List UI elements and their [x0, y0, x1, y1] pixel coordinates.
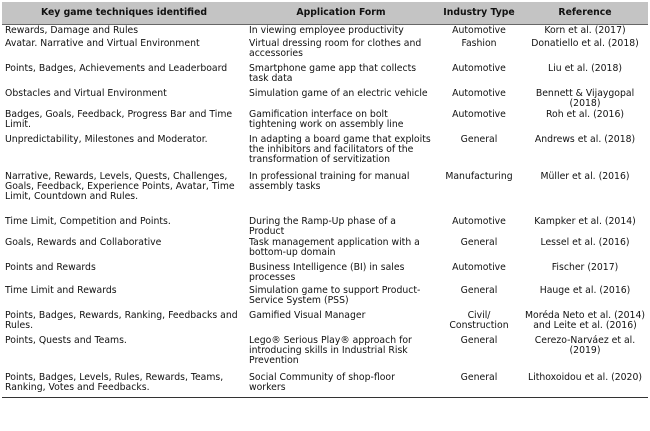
cell-reference: Roh et al. (2016)	[545, 109, 624, 120]
cell-industry-type: Manufacturing	[445, 171, 513, 182]
cell-techniques: Time Limit, Competition and Points.	[5, 216, 171, 227]
cell-application-form: In viewing employee productivity	[249, 25, 404, 36]
cell-reference: Andrews et al. (2018)	[534, 134, 636, 145]
cell-industry-type: General	[460, 237, 498, 248]
cell-reference: Hauge et al. (2016)	[539, 285, 631, 296]
cell-reference: Liu et al. (2018)	[547, 63, 623, 74]
cell-application-form: Simulation game of an electric vehicle	[249, 88, 428, 99]
column-header-industry-type: Industry Type	[436, 2, 522, 25]
cell-application-form: Lego® Serious Play® approach for introducing skills in Industrial Risk Prevention	[249, 335, 412, 366]
cell-industry-type: Automotive	[452, 262, 506, 273]
cell-application-form: Virtual dressing room for clothes and accessories	[249, 38, 422, 59]
gamification-techniques-table	[2, 2, 648, 398]
table-header-row	[2, 2, 648, 25]
table-row	[2, 25, 648, 39]
cell-application-form: Business Intelligence (BI) in sales processes	[249, 262, 405, 283]
cell-application-form: Social Community of shop-floor workers	[246, 372, 436, 398]
cell-techniques: Points, Quests and Teams.	[5, 335, 127, 346]
cell-techniques: Narrative, Rewards, Levels, Quests, Challenges, Goals, Feedback, Experience Points, Avatar, Time Limit, Countdown and Rules.	[5, 171, 235, 202]
cell-techniques: Points and Rewards	[5, 262, 96, 273]
table-row	[2, 134, 648, 171]
cell-industry-type: General	[460, 335, 498, 346]
cell-reference: Kampker et al. (2014)	[534, 216, 636, 227]
table-row	[2, 262, 648, 285]
cell-techniques: Points, Badges, Achievements and Leaderboard	[5, 63, 228, 74]
table-row	[2, 38, 648, 63]
cell-techniques: Goals, Rewards and Collaborative	[5, 237, 162, 248]
techniques-table-container	[2, 2, 648, 398]
cell-techniques: Avatar. Narrative and Virtual Environment	[5, 38, 200, 49]
cell-application-form: In adapting a board game that exploits the inhibitors and facilitators of the transformation of servitization	[249, 134, 431, 165]
table-row	[2, 88, 648, 109]
cell-techniques: Badges, Goals, Feedback, Progress Bar and Time Limit.	[5, 109, 233, 130]
cell-reference: Fischer (2017)	[551, 262, 619, 273]
table-row	[2, 237, 648, 262]
cell-industry-type: Fashion	[461, 38, 497, 49]
table-row	[2, 310, 648, 335]
table-row	[2, 216, 648, 237]
cell-industry-type: Automotive	[452, 109, 506, 120]
table-row	[2, 63, 648, 88]
cell-techniques: Obstacles and Virtual Environment	[5, 88, 167, 99]
column-header-techniques: Key game techniques identified	[2, 2, 246, 25]
cell-application-form: Smartphone game app that collects task data	[249, 63, 417, 84]
table-row	[2, 335, 648, 372]
cell-industry-type: General	[460, 134, 498, 145]
table-row	[2, 109, 648, 134]
cell-reference: Moréda Neto et al. (2014) and Leite et al. (2016)	[525, 310, 645, 331]
cell-techniques: Time Limit and Rewards	[5, 285, 117, 296]
cell-reference: Lithoxoidou et al. (2020)	[522, 372, 648, 398]
cell-techniques: Points, Badges, Levels, Rules, Rewards, Teams, Ranking, Votes and Feedbacks.	[2, 372, 246, 398]
column-header-reference: Reference	[522, 2, 648, 25]
cell-application-form: In professional training for manual assembly tasks	[249, 171, 410, 192]
cell-industry-type: General	[436, 372, 522, 398]
cell-industry-type: Automotive	[452, 88, 506, 99]
cell-techniques: Unpredictability, Milestones and Moderator.	[5, 134, 208, 145]
table-row	[2, 372, 648, 398]
cell-industry-type: Automotive	[452, 63, 506, 74]
cell-reference: Korn et al. (2017)	[544, 25, 626, 36]
cell-industry-type: Civil/ Construction	[449, 310, 509, 331]
table-row	[2, 285, 648, 310]
cell-industry-type: Automotive	[452, 216, 506, 227]
cell-reference: Cerezo-Narváez et al. (2019)	[534, 335, 636, 356]
cell-application-form: Gamification interface on bolt tightening work on assembly line	[249, 109, 404, 130]
cell-application-form: Gamified Visual Manager	[249, 310, 366, 321]
cell-application-form: Simulation game to support Product-Service System (PSS)	[249, 285, 421, 306]
cell-application-form: During the Ramp-Up phase of a Product	[249, 216, 396, 237]
cell-reference: Bennett & Vijaygopal (2018)	[535, 88, 635, 109]
cell-reference: Donatiello et al. (2018)	[531, 38, 639, 49]
cell-techniques: Rewards, Damage and Rules	[5, 25, 139, 36]
cell-techniques: Points, Badges, Rewards, Ranking, Feedbacks and Rules.	[5, 310, 238, 331]
cell-application-form: Task management application with a bottom-up domain	[249, 237, 420, 258]
cell-reference: Lessel et al. (2016)	[540, 237, 630, 248]
cell-industry-type: Automotive	[452, 25, 506, 36]
cell-reference: Müller et al. (2016)	[540, 171, 630, 182]
cell-industry-type: General	[460, 285, 498, 296]
table-row	[2, 171, 648, 216]
column-header-application-form: Application Form	[246, 2, 436, 25]
